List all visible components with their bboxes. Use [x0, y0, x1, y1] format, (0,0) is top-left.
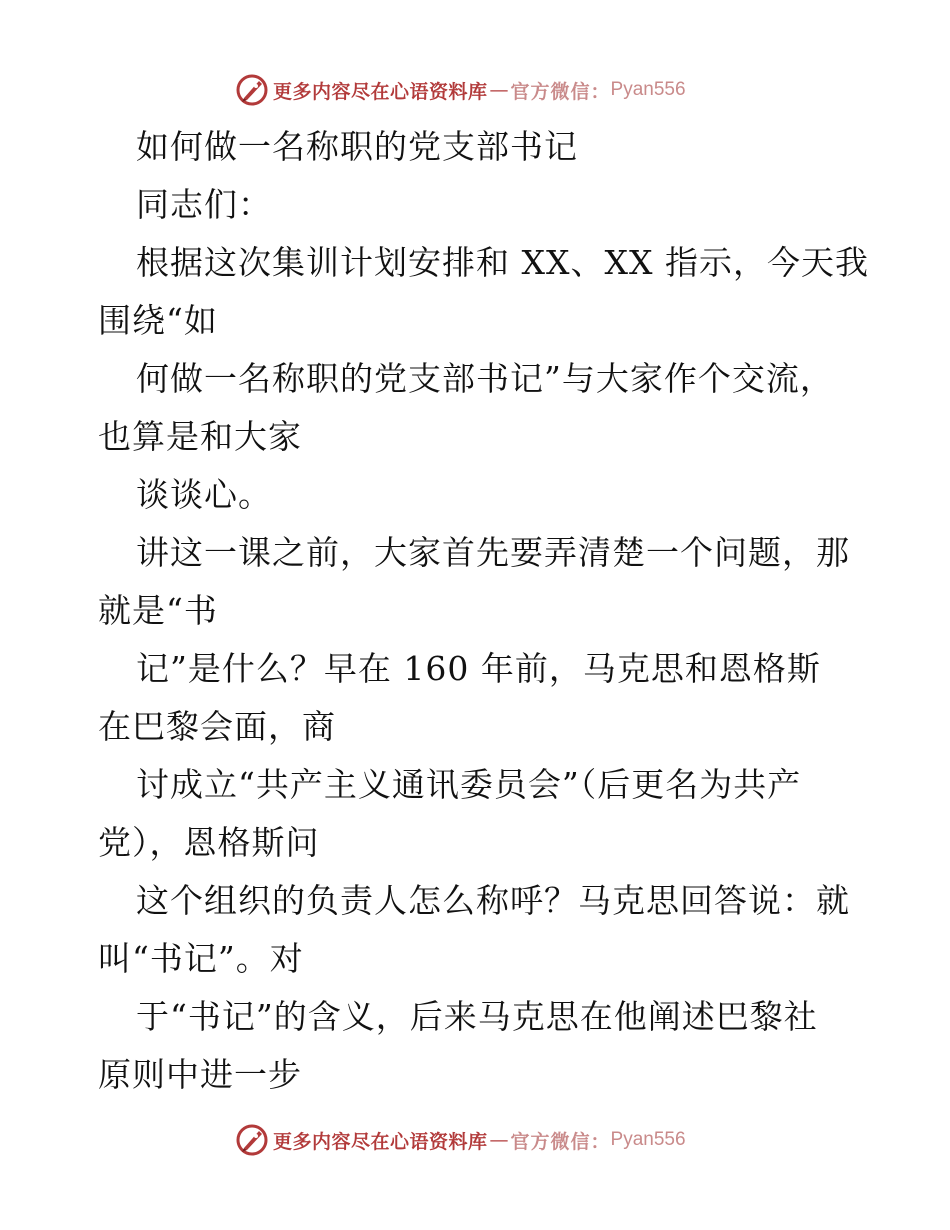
banner-main-text: 更多内容尽在心语资料库: [273, 80, 488, 103]
salutation: 同志们：: [136, 185, 272, 224]
paragraph-line: 何做一名称职的党支部书记”与大家作个交流，: [136, 359, 834, 398]
paragraph-line: 就是“书: [98, 591, 218, 630]
paragraph-line: 叫“书记”。对: [98, 939, 304, 978]
banner-wechat-label: 官方微信：: [510, 1130, 611, 1153]
quill-pen-logo-icon: [235, 73, 269, 107]
banner-wechat-label: 官方微信：: [510, 80, 611, 103]
paragraph-line: 讨成立“共产主义通讯委员会”（后更名为共产: [136, 765, 802, 804]
quill-pen-logo-icon: [235, 1123, 269, 1157]
banner-main-text: 更多内容尽在心语资料库: [273, 1130, 488, 1153]
paragraph-line: 在巴黎会面，商: [98, 707, 336, 746]
paragraph-line: 记”是什么？早在 160 年前，马克思和恩格斯: [136, 649, 821, 688]
paragraph-line: 围绕“如: [98, 301, 218, 340]
paragraph-line: 讲这一课之前，大家首先要弄清楚一个问题，那: [136, 533, 850, 572]
document-body: [98, 118, 868, 1104]
header-watermark-banner: [235, 72, 715, 108]
banner-wechat-handle: Pyan556: [610, 79, 686, 100]
paragraph-line: 原则中进一步: [98, 1055, 302, 1094]
footer-watermark-banner: [235, 1122, 715, 1158]
paragraph-line: 谈谈心。: [136, 475, 272, 514]
paragraph-line: 于“书记”的含义，后来马克思在他阐述巴黎社: [136, 997, 818, 1036]
paragraph-line: 根据这次集训计划安排和 XX、XX 指示，今天我: [136, 243, 869, 282]
banner-dash: —: [489, 1129, 509, 1151]
paragraph-line: 党），恩格斯问: [98, 823, 320, 862]
paragraph-line: 这个组织的负责人怎么称呼？马克思回答说：就: [136, 881, 850, 920]
banner-dash: —: [489, 79, 509, 101]
document-title: 如何做一名称职的党支部书记: [136, 127, 578, 166]
banner-wechat-handle: Pyan556: [610, 1129, 686, 1150]
paragraph-line: 也算是和大家: [98, 417, 302, 456]
